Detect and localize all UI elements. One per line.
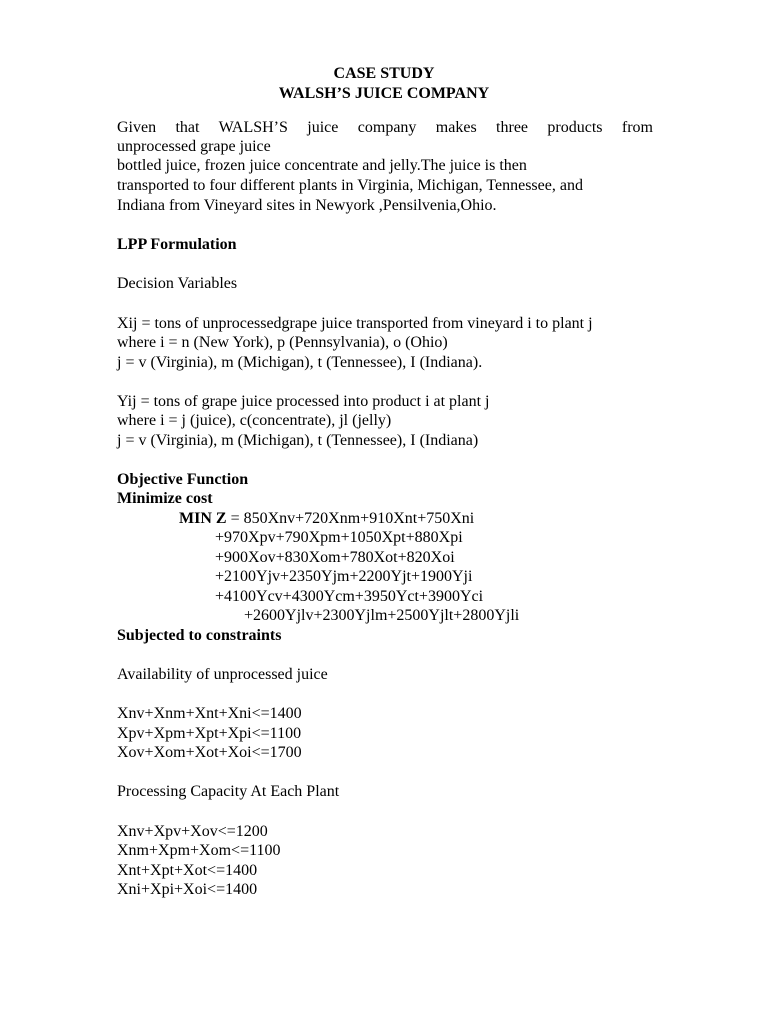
- capacity-constraint: Xni+Xpi+Xoi<=1400: [117, 881, 258, 898]
- yij-definition-line: j = v (Virginia), m (Michigan), t (Tennessee), I (Indiana): [117, 432, 479, 449]
- capacity-constraint: Xnm+Xpm+Xom<=1100: [117, 842, 281, 859]
- capacity-constraint: Xnv+Xpv+Xov<=1200: [117, 823, 268, 840]
- xij-definition-line: where i = n (New York), p (Pennsylvania), o (Ohio): [117, 334, 448, 351]
- objective-equation-line: [179, 509, 474, 529]
- capacity-constraint: Xnt+Xpt+Xot<=1400: [117, 862, 258, 879]
- objective-equation-terms: = 850Xnv+720Xnm+910Xnt+750Xni: [226, 510, 475, 527]
- objective-function-heading: Objective Function: [117, 471, 249, 488]
- availability-heading: Availability of unprocessed juice: [117, 666, 328, 683]
- decision-variables-heading: Decision Variables: [117, 275, 238, 292]
- intro-text-line: transported to four different plants in Virginia, Michigan, Tennessee, and: [117, 177, 583, 194]
- min-z-label: MIN Z: [179, 510, 227, 527]
- yij-definition-line: Yij = tons of grape juice processed into product i at plant j: [117, 393, 490, 410]
- objective-equation-line: +970Xpv+790Xpm+1050Xpt+880Xpi: [215, 529, 463, 546]
- company-title: WALSH’S JUICE COMPANY: [278, 85, 490, 102]
- xij-definition-line: j = v (Virginia), m (Michigan), t (Tennessee), I (Indiana).: [117, 354, 483, 371]
- yij-definition-line: where i = j (juice), c(concentrate), jl (jelly): [117, 412, 392, 429]
- case-study-title: CASE STUDY: [333, 65, 435, 82]
- objective-equation-line: +2600Yjlv+2300Yjlm+2500Yjlt+2800Yjli: [244, 607, 520, 624]
- minimize-cost-heading: Minimize cost: [117, 490, 213, 507]
- intro-text-line: unprocessed grape juice: [117, 138, 271, 155]
- processing-capacity-heading: Processing Capacity At Each Plant: [117, 783, 340, 800]
- availability-constraint: Xpv+Xpm+Xpt+Xpi<=1100: [117, 725, 302, 742]
- availability-constraint: Xnv+Xnm+Xnt+Xni<=1400: [117, 705, 302, 722]
- availability-constraint: Xov+Xom+Xot+Xoi<=1700: [117, 744, 302, 761]
- objective-equation-line: +2100Yjv+2350Yjm+2200Yjt+1900Yji: [215, 568, 473, 585]
- intro-text-line: Given that WALSH’S juice company makes three products from: [117, 119, 653, 136]
- lpp-formulation-heading: LPP Formulation: [117, 236, 237, 253]
- constraints-heading: Subjected to constraints: [117, 627, 282, 644]
- intro-text-line: Indiana from Vineyard sites in Newyork ,Pensilvenia,Ohio.: [117, 197, 497, 214]
- objective-equation-line: +900Xov+830Xom+780Xot+820Xoi: [215, 549, 455, 566]
- intro-text-line: bottled juice, frozen juice concentrate and jelly.The juice is then: [117, 157, 527, 174]
- objective-equation-line: +4100Ycv+4300Ycm+3950Yct+3900Yci: [215, 588, 484, 605]
- xij-definition-line: Xij = tons of unprocessedgrape juice transported from vineyard i to plant j: [117, 315, 593, 332]
